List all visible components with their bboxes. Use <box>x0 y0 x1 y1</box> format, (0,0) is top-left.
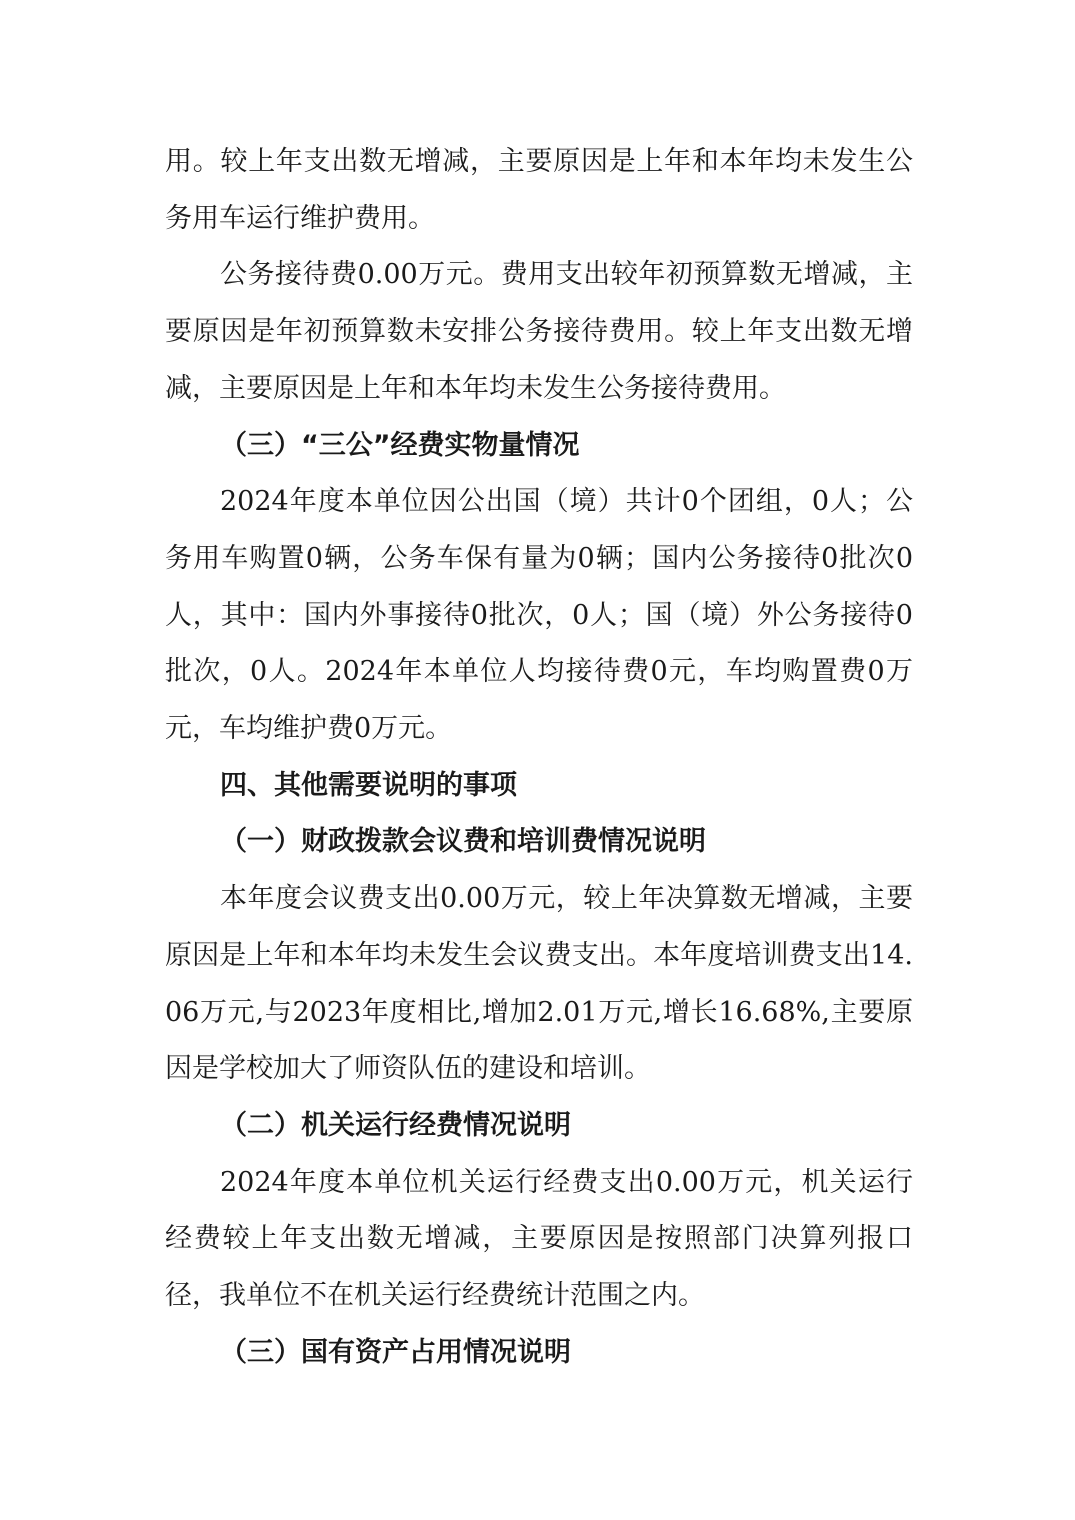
heading-operating-expense: （二）机关运行经费情况说明 <box>220 1109 571 1141</box>
heading-physical-quantity: （三）“三公”经费实物量情况 <box>220 429 580 461</box>
paragraph-operating-expense: 2024年度本单位机关运行经费支出0.00万元，机关运行经费较上年支出数无增减，主要原因是按照部门决算列报口径，我单位不在机关运行经费统计范围之内。 <box>165 1166 913 1312</box>
document-body <box>165 134 913 1381</box>
paragraph-reception-expense: 公务接待费0.00万元。费用支出较年初预算数无增减，主要原因是年初预算数未安排公务接待费用。较上年支出数无增减，主要原因是上年和本年均未发生公务接待费用。 <box>165 259 913 404</box>
paragraph-meeting-training: 本年度会议费支出0.00万元，较上年决算数无增减，主要原因是上年和本年均未发生会议费支出。本年度培训费支出14.06万元,与2023年度相比,增加2.01万元,增长16.68%,主要原因是学校加大了师资队伍的建设和培训。 <box>165 883 913 1085</box>
heading-meeting-training: （一）财政拨款会议费和培训费情况说明 <box>220 826 706 858</box>
heading-state-assets: （三）国有资产占用情况说明 <box>220 1336 571 1368</box>
paragraph-vehicle-expense-end: 用。较上年支出数无增减，主要原因是上年和本年均未发生公务用车运行维护费用。 <box>165 146 913 234</box>
paragraph-physical-quantity: 2024年度本单位因公出国（境）共计0个团组，0人；公务用车购置0辆，公务车保有量为0辆；国内公务接待0批次0人，其中：国内外事接待0批次，0人；国（境）外公务接待0批次，0人。2024年本单位人均接待费0元，车均购置费0万元，车均维护费0万元。 <box>165 486 913 745</box>
heading-other-matters: 四、其他需要说明的事项 <box>220 769 517 801</box>
